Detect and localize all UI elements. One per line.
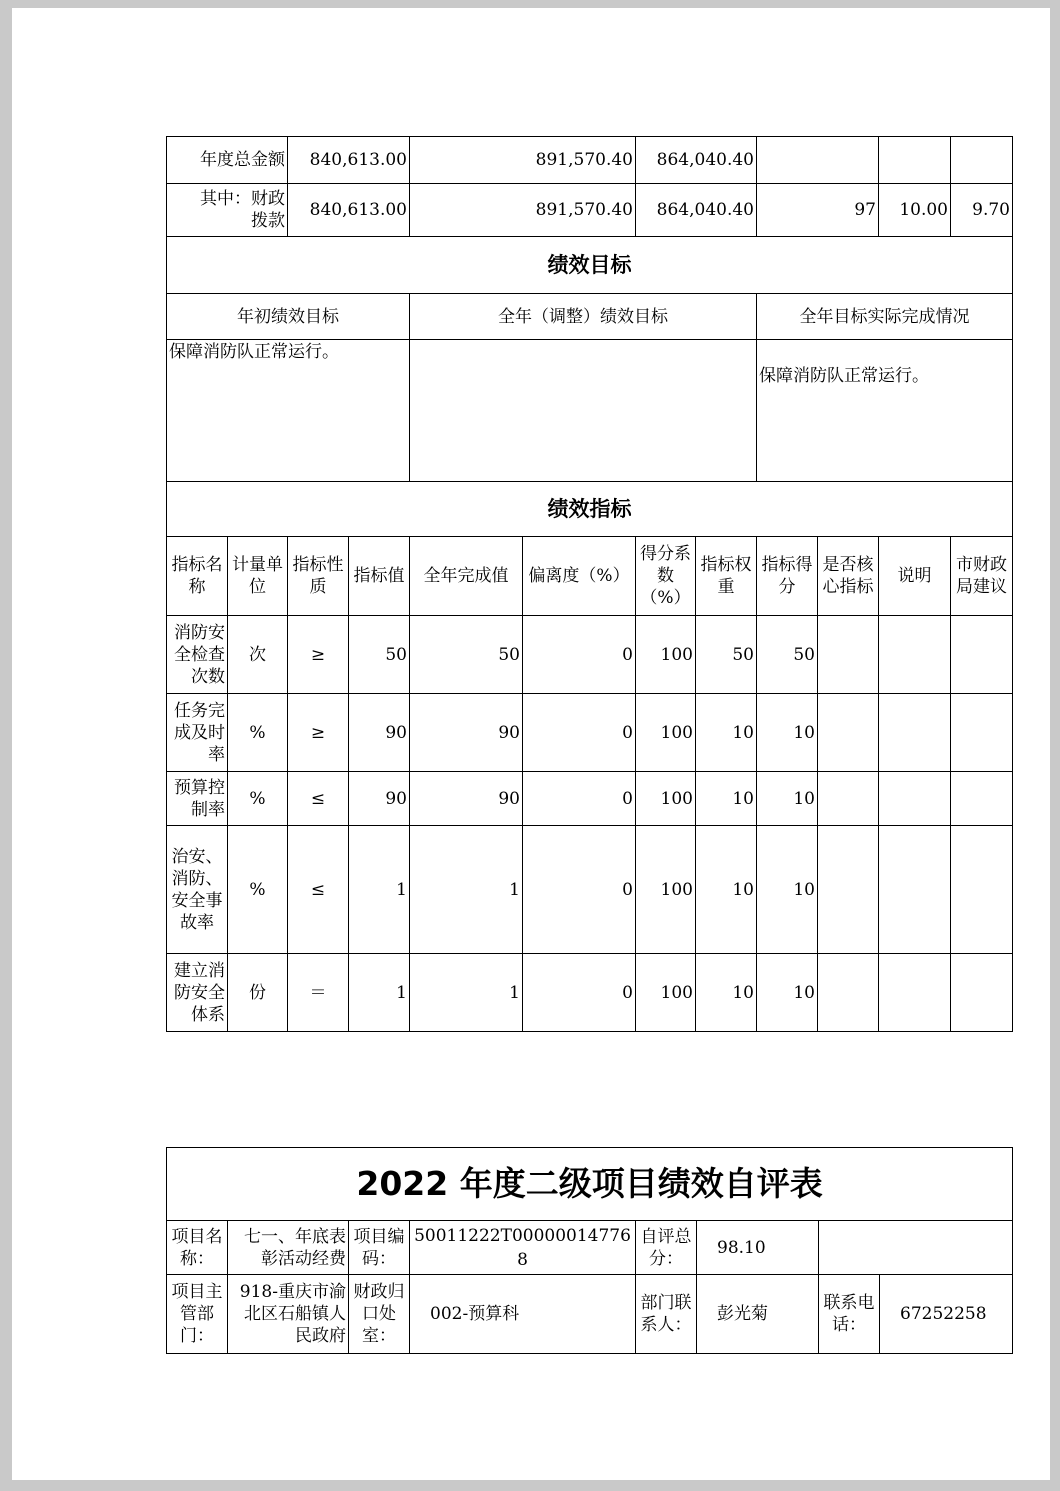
form-title-row (167, 1148, 1013, 1221)
indicator-coefficient: 100 (636, 616, 696, 694)
indicator-deviation: 0 (523, 694, 636, 772)
header-weight: 指标权重 (696, 537, 757, 616)
form-title: 2022 年度二级项目绩效自评表 (167, 1148, 1013, 1221)
indicator-row (167, 772, 1013, 826)
indicator-name: 预算控制率 (167, 772, 228, 826)
indicator-unit: 份 (228, 954, 288, 1032)
phone: 67252258 (880, 1275, 1013, 1354)
budget-row-total (167, 137, 1013, 184)
empty-cell (819, 1221, 1013, 1275)
goals-initial-text: 保障消防队正常运行。 (167, 340, 410, 482)
budget-executed: 864,040.40 (636, 137, 757, 184)
self-score-label: 自评总分： (636, 1221, 697, 1275)
indicator-actual: 1 (410, 826, 523, 954)
indicator-row (167, 826, 1013, 954)
indicator-weight: 10 (696, 694, 757, 772)
indicator-row (167, 694, 1013, 772)
indicator-core (818, 772, 879, 826)
header-nature: 指标性质 (288, 537, 349, 616)
indicator-actual: 50 (410, 616, 523, 694)
fin-office: 002-预算科 (410, 1275, 636, 1354)
indicator-target: 90 (349, 694, 410, 772)
project-name-label: 项目名称： (167, 1221, 228, 1275)
indicator-unit: 次 (228, 616, 288, 694)
indicator-weight: 10 (696, 826, 757, 954)
indicator-weight: 10 (696, 772, 757, 826)
budget-initial: 840,613.00 (288, 137, 410, 184)
performance-table (166, 136, 1013, 1032)
indicator-unit: % (228, 694, 288, 772)
indicator-nature: ≤ (288, 772, 349, 826)
indicator-score: 10 (757, 954, 818, 1032)
indicator-score: 10 (757, 772, 818, 826)
budget-score: 9.70 (951, 184, 1013, 237)
indicator-score: 10 (757, 826, 818, 954)
indicator-coefficient: 100 (636, 826, 696, 954)
header-actual: 全年完成值 (410, 537, 523, 616)
indicator-core (818, 826, 879, 954)
indicator-nature: ≤ (288, 826, 349, 954)
header-note: 说明 (879, 537, 951, 616)
budget-label: 其中：财政拨款 (167, 184, 288, 237)
self-score: 98.10 (697, 1221, 819, 1275)
header-core: 是否核心指标 (818, 537, 879, 616)
header-deviation: 偏离度（%） (523, 537, 636, 616)
indicator-core (818, 616, 879, 694)
indicator-row (167, 954, 1013, 1032)
project-name: 七一、年底表彰活动经费 (228, 1221, 349, 1275)
indicator-name: 建立消防安全体系 (167, 954, 228, 1032)
indicator-coefficient: 100 (636, 954, 696, 1032)
indicator-advice (951, 772, 1013, 826)
self-evaluation-form (166, 1147, 1013, 1354)
header-target: 指标值 (349, 537, 410, 616)
indicator-name: 消防安全检查次数 (167, 616, 228, 694)
header-coefficient: 得分系数（%） (636, 537, 696, 616)
project-code: 50011222T000000147768 (410, 1221, 636, 1275)
indicators-section-title: 绩效指标 (167, 482, 1013, 537)
indicator-note (879, 826, 951, 954)
indicator-weight: 10 (696, 954, 757, 1032)
contact-label: 部门联系人： (636, 1275, 697, 1354)
indicator-deviation: 0 (523, 772, 636, 826)
indicator-name: 任务完成及时率 (167, 694, 228, 772)
budget-rate (757, 137, 879, 184)
indicator-advice (951, 826, 1013, 954)
indicator-actual: 90 (410, 772, 523, 826)
budget-adjusted: 891,570.40 (410, 184, 636, 237)
budget-executed: 864,040.40 (636, 184, 757, 237)
indicator-advice (951, 954, 1013, 1032)
goals-actual-text: 保障消防队正常运行。 (757, 340, 1013, 482)
indicator-deviation: 0 (523, 826, 636, 954)
document-page (12, 8, 1050, 1480)
goals-header-row (167, 294, 1013, 340)
indicator-core (818, 694, 879, 772)
goals-section-title: 绩效目标 (167, 237, 1013, 294)
indicators-section-row (167, 482, 1013, 537)
indicator-nature: ≥ (288, 694, 349, 772)
project-code-label: 项目编码： (349, 1221, 410, 1275)
budget-label: 年度总金额 (167, 137, 288, 184)
budget-weight: 10.00 (879, 184, 951, 237)
indicator-core (818, 954, 879, 1032)
indicators-header-row (167, 537, 1013, 616)
indicator-advice (951, 694, 1013, 772)
dept-label: 项目主管部门： (167, 1275, 228, 1354)
budget-row-fiscal (167, 184, 1013, 237)
indicator-note (879, 616, 951, 694)
form-row-department (167, 1275, 1013, 1354)
fin-office-label: 财政归口处室： (349, 1275, 410, 1354)
indicator-actual: 1 (410, 954, 523, 1032)
indicator-score: 50 (757, 616, 818, 694)
goals-section-row (167, 237, 1013, 294)
indicator-target: 1 (349, 954, 410, 1032)
header-unit: 计量单位 (228, 537, 288, 616)
indicator-target: 50 (349, 616, 410, 694)
budget-weight (879, 137, 951, 184)
indicator-weight: 50 (696, 616, 757, 694)
indicator-note (879, 954, 951, 1032)
form-row-project (167, 1221, 1013, 1275)
phone-label: 联系电话： (819, 1275, 880, 1354)
indicator-advice (951, 616, 1013, 694)
goals-col-initial: 年初绩效目标 (167, 294, 410, 340)
contact: 彭光菊 (697, 1275, 819, 1354)
indicator-score: 10 (757, 694, 818, 772)
budget-score (951, 137, 1013, 184)
goals-content-row (167, 340, 1013, 482)
dept: 918-重庆市渝北区石船镇人民政府 (228, 1275, 349, 1354)
goals-col-adjusted: 全年（调整）绩效目标 (410, 294, 757, 340)
indicator-note (879, 694, 951, 772)
indicator-coefficient: 100 (636, 772, 696, 826)
indicator-note (879, 772, 951, 826)
header-advice: 市财政局建议 (951, 537, 1013, 616)
indicator-row (167, 616, 1013, 694)
goals-adjusted-text (410, 340, 757, 482)
goals-col-actual: 全年目标实际完成情况 (757, 294, 1013, 340)
indicator-coefficient: 100 (636, 694, 696, 772)
header-score: 指标得分 (757, 537, 818, 616)
header-indicator-name: 指标名称 (167, 537, 228, 616)
indicator-deviation: 0 (523, 954, 636, 1032)
indicator-name: 治安、消防、安全事故率 (167, 826, 228, 954)
indicator-actual: 90 (410, 694, 523, 772)
budget-adjusted: 891,570.40 (410, 137, 636, 184)
indicator-target: 1 (349, 826, 410, 954)
indicator-unit: % (228, 826, 288, 954)
budget-initial: 840,613.00 (288, 184, 410, 237)
indicator-target: 90 (349, 772, 410, 826)
indicator-nature: ＝ (288, 954, 349, 1032)
indicator-unit: % (228, 772, 288, 826)
budget-rate: 97 (757, 184, 879, 237)
indicator-deviation: 0 (523, 616, 636, 694)
indicator-nature: ≥ (288, 616, 349, 694)
